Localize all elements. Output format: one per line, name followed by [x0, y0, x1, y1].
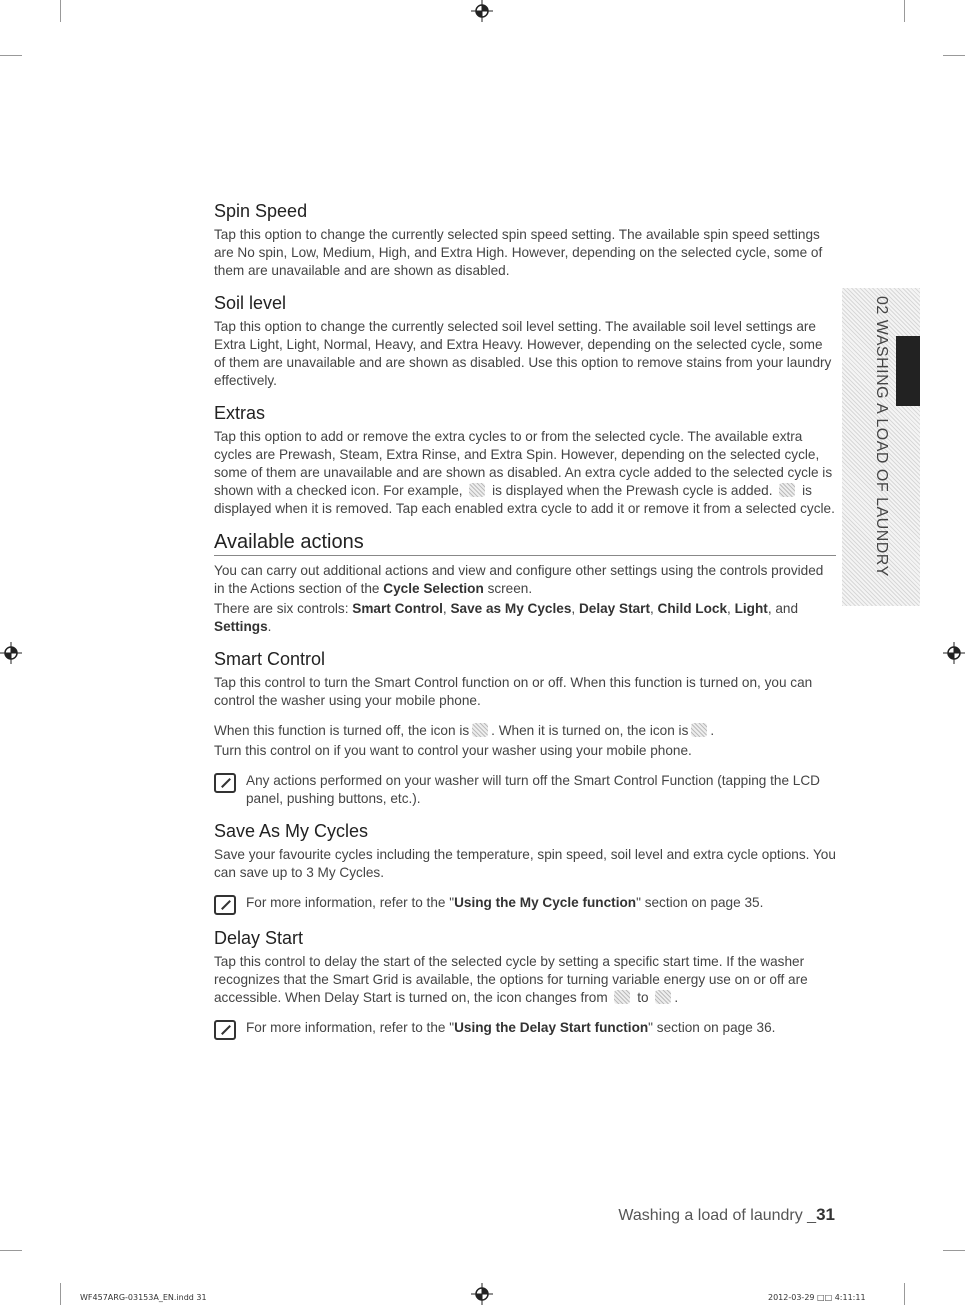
my-cycle-reference: Using the My Cycle function [454, 895, 637, 910]
smart-control-note-text: Any actions performed on your washer will turn off the Smart Control Function (tapping the LCD panel, pushing buttons, etc.). [246, 773, 820, 806]
note-pencil-icon [214, 773, 236, 793]
smart-control-off-icon [472, 723, 488, 737]
page-number: 31 [816, 1205, 835, 1224]
timestamp-slug: 2012-03-29 □□ 4:11:11 [768, 1293, 866, 1302]
available-actions-text-2 [214, 600, 836, 636]
registration-mark-icon [471, 1283, 493, 1305]
soil-level-text: Tap this option to change the currently selected soil level setting. The available soil level settings are Extra Light, Light, Normal, Heavy, and Extra Heavy. However, depending on the selected cycle, some of them are unavailable and are shown as disabled. Use this option to remove stains from your laundry effectively. [214, 319, 832, 388]
file-slug: WF457ARG-03153A_EN.indd 31 [80, 1293, 207, 1302]
smart-control-on-text: . When it is turned on, the icon is [491, 723, 689, 738]
note-prefix: For more information, refer to the " [246, 895, 455, 910]
control-term: Settings [214, 619, 268, 634]
delay-start-body: Tap this control to delay the start of the selected cycle by setting a specific start time. If the washer recognizes that the Smart Grid is available, the options for turning variable energy use on or off are accessible. When Delay Start is turned on, the icon changes from [214, 954, 808, 1005]
heading-smart-control: Smart Control [214, 649, 326, 669]
note-prefix: For more information, refer to the " [246, 1020, 455, 1035]
delay-start-period: . [674, 990, 679, 1005]
control-term: Smart Control [352, 601, 443, 616]
save-as-note-text [246, 894, 763, 912]
crop-mark [0, 1250, 22, 1251]
note-suffix: " section on page 36. [648, 1020, 776, 1035]
crop-mark [60, 0, 61, 22]
registration-mark-icon [0, 642, 22, 664]
heading-save-as-my-cycles: Save As My Cycles [214, 821, 369, 841]
heading-extras: Extras [214, 403, 266, 423]
control-separator: , [571, 601, 576, 616]
smart-control-on-icon [691, 723, 707, 737]
footer-chapter-title: Washing a load of laundry _ [618, 1207, 817, 1224]
extras-text-part-3: is displayed when it is removed. Tap each enabled extra cycle to add it or remove it from a selected cycle. [214, 483, 835, 516]
delay-start-to: to [637, 990, 649, 1005]
smart-control-text: Tap this control to turn the Smart Control function on or off. When this function is turned on, you can control the washer using your mobile phone. [214, 675, 813, 708]
available-actions-text-1 [214, 562, 836, 598]
note-pencil-icon [214, 1020, 236, 1040]
smart-control-note [214, 772, 836, 808]
prewash-checked-icon [469, 483, 485, 497]
save-as-text: Save your favourite cycles including the temperature, spin speed, soil level and extra cycle options. You can save up to 3 My Cycles. [214, 847, 836, 880]
chapter-tab-label: 02 WASHING A LOAD OF LAUNDRY [873, 296, 890, 577]
registration-mark-icon [943, 642, 965, 664]
crop-mark [904, 0, 905, 22]
crop-mark [904, 1283, 905, 1305]
crop-mark [943, 55, 965, 56]
smart-control-off-text: When this function is turned off, the icon is [214, 723, 470, 738]
control-separator: , [649, 601, 654, 616]
control-term: Save as My Cycles [450, 601, 572, 616]
registration-mark-icon [471, 0, 493, 22]
crop-mark [60, 1283, 61, 1305]
crop-mark [0, 55, 22, 56]
available-actions-text-b: screen. [487, 581, 533, 596]
control-term: Child Lock [657, 601, 728, 616]
extras-text-part-1: Tap this option to add or remove the extra cycles to or from the selected cycle. The available extra cycles are Prewash, Steam, Extra Rinse, and Extra Spin. However, depending on the selected cycle, some of them are unavailable and are shown as disabled. An extra cycle added to the selected cycle is shown with a checked icon. For example, [214, 429, 833, 498]
chapter-tab-marker [896, 336, 920, 406]
extras-text [214, 428, 836, 518]
delay-start-off-icon [614, 990, 630, 1004]
note-pencil-icon [214, 895, 236, 915]
delay-start-text [214, 953, 836, 1007]
smart-control-icon-text [214, 722, 836, 740]
prewash-unchecked-icon [779, 483, 795, 497]
control-separator: , and [767, 601, 799, 616]
smart-control-turn-on-text: Turn this control on if you want to control your washer using your mobile phone. [214, 743, 692, 758]
extras-text-part-2: is displayed when the Prewash cycle is added. [492, 483, 773, 498]
delay-start-note-text [246, 1019, 775, 1037]
delay-start-on-icon [655, 990, 671, 1004]
note-suffix: " section on page 35. [636, 895, 764, 910]
cycle-selection-term: Cycle Selection [383, 581, 484, 596]
available-actions-text-a: You can carry out additional actions and view and configure other settings using the controls provided in the Actions section of the [214, 563, 824, 596]
control-term: Light [734, 601, 768, 616]
delay-start-note [214, 1019, 836, 1040]
page-footer-title [618, 1205, 835, 1225]
heading-delay-start: Delay Start [214, 928, 304, 948]
control-separator: . [267, 619, 272, 634]
page-content [214, 200, 836, 1052]
control-term: Delay Start [578, 601, 650, 616]
smart-control-period: . [710, 723, 715, 738]
save-as-note [214, 894, 836, 915]
control-separator: , [727, 601, 731, 616]
heading-soil-level: Soil level [214, 293, 287, 313]
spin-speed-text: Tap this option to change the currently selected spin speed setting. The available spin speed settings are No spin, Low, Medium, High, and Extra High. However, depending on the selected cycle, some of them are unavailable and are shown as disabled. [214, 227, 823, 278]
controls-intro: There are six controls: [214, 601, 349, 616]
heading-spin-speed: Spin Speed [214, 201, 308, 221]
control-separator: , [442, 601, 447, 616]
heading-available-actions: Available actions [214, 530, 836, 556]
crop-mark [943, 1250, 965, 1251]
delay-start-reference: Using the Delay Start function [454, 1020, 649, 1035]
chapter-side-tab [842, 288, 920, 606]
